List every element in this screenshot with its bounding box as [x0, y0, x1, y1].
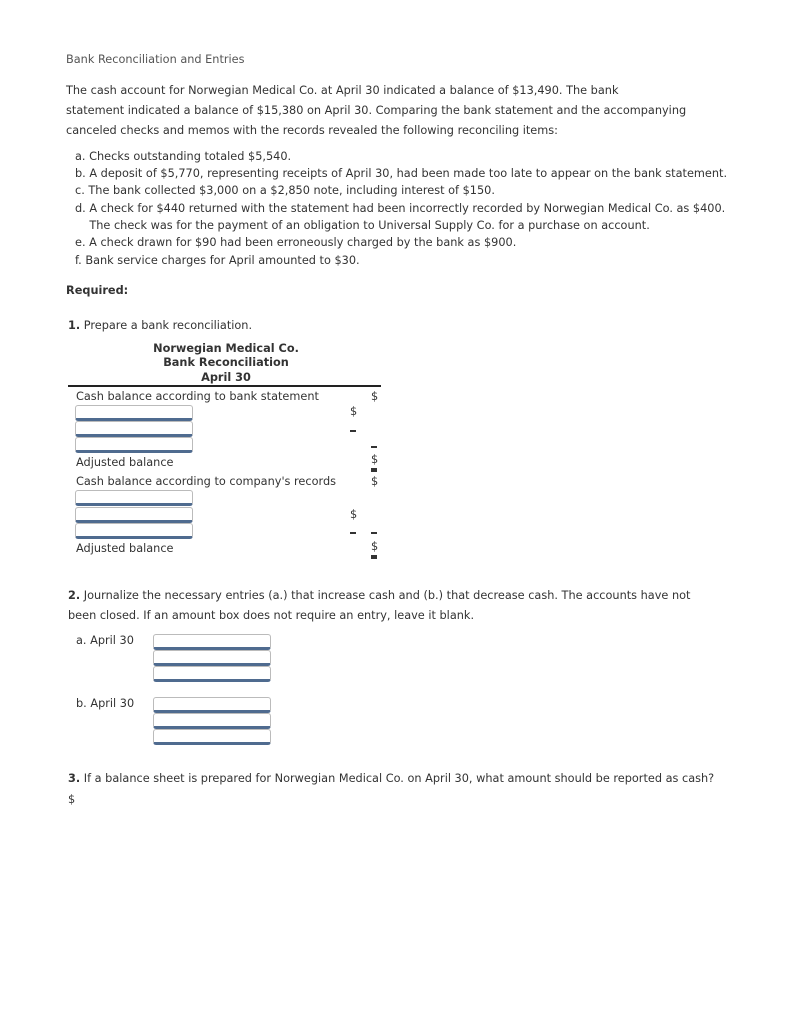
entry-a-input[interactable] [153, 650, 271, 666]
item-e: e. A check drawn for $90 had been erroneously charged by the bank as $900. [75, 236, 517, 249]
bank-balance-label: Cash balance according to bank statement [76, 390, 319, 403]
subtotal-line [350, 532, 356, 534]
item-f: f. Bank service charges for April amounted to $30. [75, 254, 360, 267]
dollar-sign: $ [371, 390, 379, 403]
recon-title: Bank Reconciliation [163, 356, 289, 369]
total-double-line [371, 468, 377, 472]
adjusted-balance-label: Adjusted balance [76, 542, 174, 555]
recon-date: April 30 [201, 371, 251, 384]
entry-a-input[interactable] [153, 634, 271, 650]
bank-adjustment-input[interactable] [75, 421, 193, 437]
item-c: c. The bank collected $3,000 on a $2,850 note, including interest of $150. [75, 184, 495, 197]
company-adjustment-input[interactable] [75, 490, 193, 506]
company-adjustment-input[interactable] [75, 507, 193, 523]
item-d-cont: The check was for the payment of an obligation to Universal Supply Co. for a purchase on account. [75, 219, 650, 232]
item-b: b. A deposit of $5,770, representing receipts of April 30, had been made too late to appear on the bank statement. [75, 167, 728, 180]
q2-text: Journalize the necessary entries (a.) that increase cash and (b.) that decrease cash. The accounts have not [83, 589, 691, 602]
company-adjustment-input[interactable] [75, 523, 193, 539]
dollar-sign: $ [350, 508, 358, 521]
dollar-sign: $ [371, 453, 379, 466]
item-d: d. A check for $440 returned with the statement had been incorrectly recorded by Norwegian Medical Co. as $400. [75, 202, 726, 215]
header-rule [68, 385, 381, 387]
entry-a-input[interactable] [153, 666, 271, 682]
required-heading: Required: [66, 284, 129, 297]
entry-b-input[interactable] [153, 713, 271, 729]
q1-text: Prepare a bank reconciliation. [83, 319, 253, 332]
subtotal-line [350, 430, 356, 432]
dollar-sign: $ [371, 540, 379, 553]
subtotal-line [371, 532, 377, 534]
entry-b-input[interactable] [153, 697, 271, 713]
bank-adjustment-input[interactable] [75, 437, 193, 453]
cash-dollar-sign: $ [68, 793, 76, 806]
adjusted-balance-label: Adjusted balance [76, 456, 174, 469]
dollar-sign: $ [350, 405, 358, 418]
subtotal-line [371, 446, 377, 448]
company-balance-label: Cash balance according to company's records [76, 475, 336, 488]
q2-text-cont: been closed. If an amount box does not require an entry, leave it blank. [68, 609, 475, 622]
q2-number: 2. [68, 589, 81, 602]
page-title: Bank Reconciliation and Entries [66, 53, 245, 66]
intro-line: statement indicated a balance of $15,380 on April 30. Comparing the bank statement and the accompanying [66, 104, 687, 117]
bank-adjustment-input[interactable] [75, 405, 193, 421]
recon-company: Norwegian Medical Co. [153, 342, 299, 355]
q1-number: 1. [68, 319, 81, 332]
entry-b-label: b. April 30 [76, 697, 135, 710]
q3-number: 3. [68, 772, 81, 785]
intro-line: The cash account for Norwegian Medical Co. at April 30 indicated a balance of $13,490. The bank [66, 84, 619, 97]
intro-line: canceled checks and memos with the records revealed the following reconciling items: [66, 124, 558, 137]
total-double-line [371, 555, 377, 559]
entry-a-label: a. April 30 [76, 634, 134, 647]
dollar-sign: $ [371, 475, 379, 488]
item-a: a. Checks outstanding totaled $5,540. [75, 150, 292, 163]
q3-text: If a balance sheet is prepared for Norwegian Medical Co. on April 30, what amount should be reported as cash? [83, 772, 715, 785]
entry-b-input[interactable] [153, 729, 271, 745]
